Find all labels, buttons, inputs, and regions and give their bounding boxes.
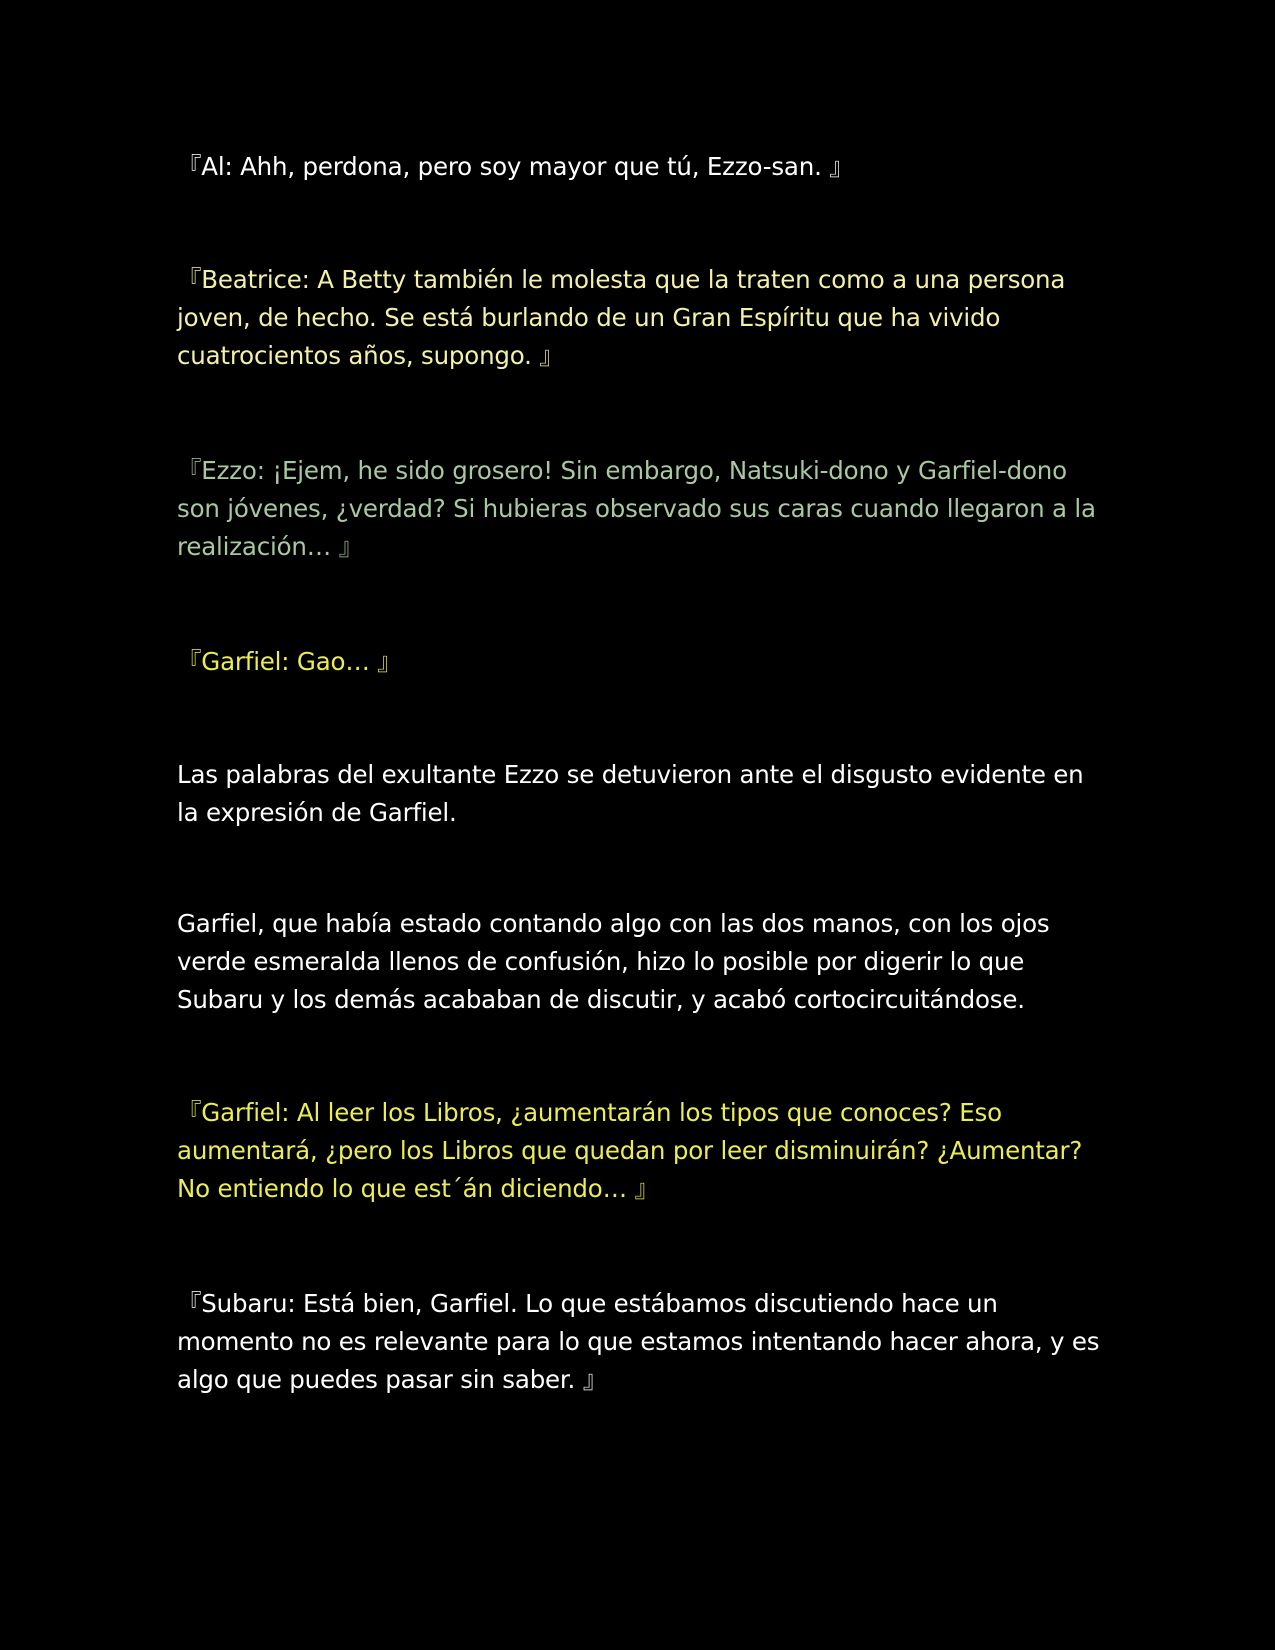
dialogue-subaru: 『Subaru: Está bien, Garfiel. Lo que estábamos discutiendo hace un momento no es relevante para lo que estamos intentando hacer ahora, y es algo que puedes pasar sin saber. 』 xyxy=(177,1289,1100,1394)
dialogue-ezzo: 『Ezzo: ¡Ejem, he sido grosero! Sin embargo, Natsuki-dono y Garfiel-dono son jóvenes, ¿verdad? Si hubieras observado sus caras cuando llegaron a la realización… 』 xyxy=(177,456,1096,561)
dialogue-beatrice: 『Beatrice: A Betty también le molesta que la traten como a una persona joven, de hecho. Se está burlando de un Gran Espíritu que ha vivido cuatrocientos años, supongo. 』 xyxy=(177,265,1066,370)
narration-garfiel-confusion: Garfiel, que había estado contando algo con las dos manos, con los ojos verde esmeralda llenos de confusión, hizo lo posible por digerir lo que Subaru y los demás acababan de discutir, y acabó cortocircuitándose. xyxy=(177,909,1050,1014)
dialogue-garfiel-gao: 『Garfiel: Gao… 』 xyxy=(177,647,402,676)
dialogue-garfiel-books: 『Garfiel: Al leer los Libros, ¿aumentarán los tipos que conoces? Eso aumentará, ¿pero los Libros que quedan por leer disminuirán? ¿Aumentar? No entiendo lo que est´án diciendo… 』 xyxy=(177,1098,1083,1203)
narration-ezzo-words: Las palabras del exultante Ezzo se detuvieron ante el disgusto evidente en la expresión de Garfiel. xyxy=(177,760,1084,827)
dialogue-al: 『Al: Ahh, perdona, pero soy mayor que tú, Ezzo-san. 』 xyxy=(177,152,854,181)
